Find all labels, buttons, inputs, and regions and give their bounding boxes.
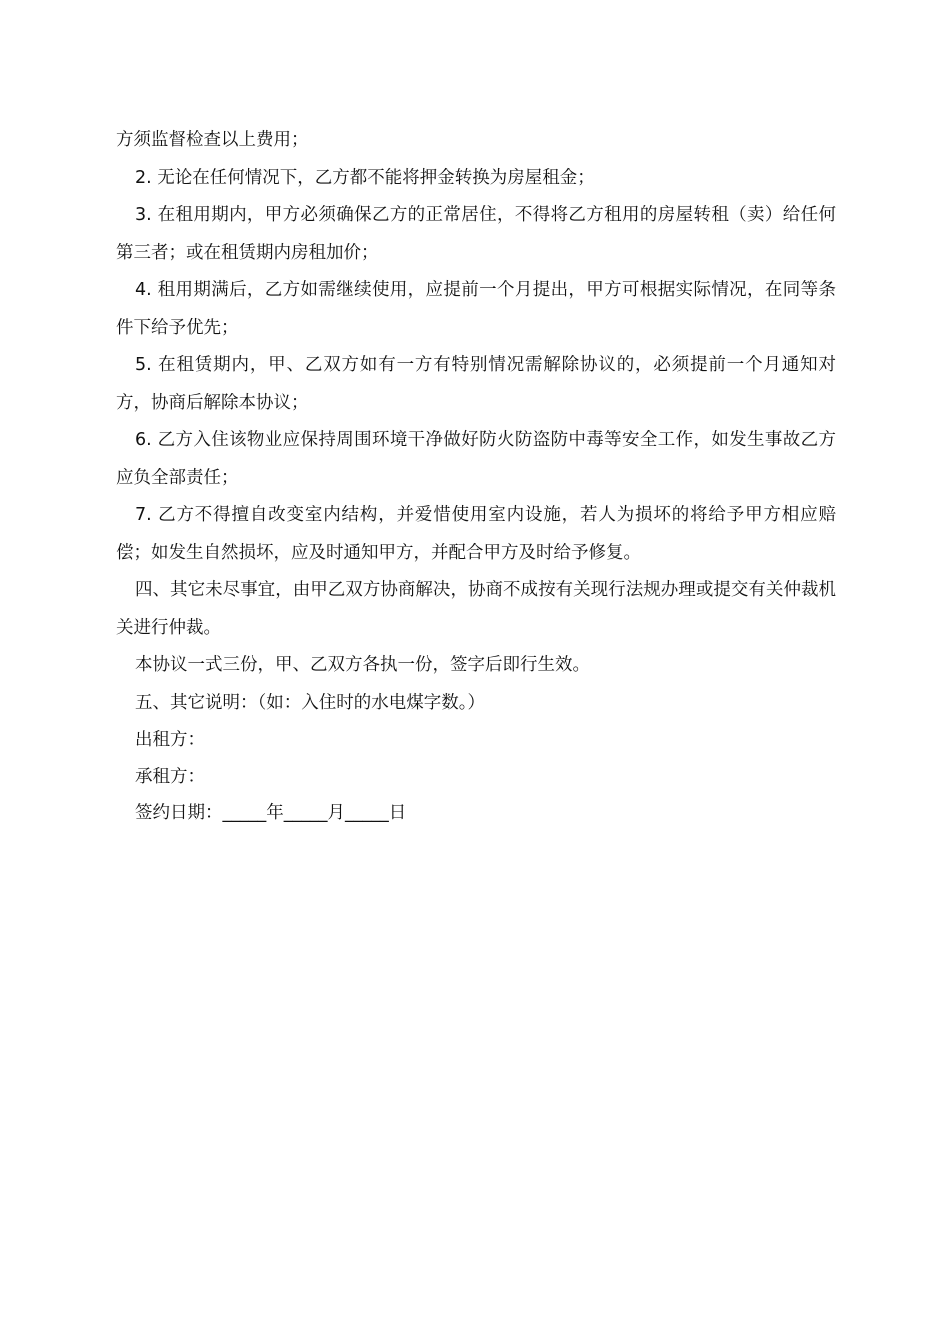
document-body (116, 122, 836, 832)
lessor-signature-line: 出租方： (135, 730, 205, 750)
copies-statement: 本协议一式三份，甲、乙双方各执一份，签字后即行生效。 (135, 655, 590, 675)
clause-4: 4. 租用期满后，乙方如需继续使用，应提前一个月提出，甲方可根据实际情况，在同等条件下给予优先； (116, 280, 836, 338)
clause-3: 3. 在租用期内，甲方必须确保乙方的正常居住，不得将乙方租用的房屋转租（卖）给任何第三者；或在租赁期内房租加价； (116, 205, 836, 263)
clause-6: 6. 乙方入住该物业应保持周围环境干净做好防火防盗防中毒等安全工作，如发生事故乙方应负全部责任； (116, 430, 836, 488)
section-5-notes: 五、其它说明：（如：入住时的水电煤字数。） (135, 692, 485, 713)
clause-5: 5. 在租赁期内，甲、乙双方如有一方有特别情况需解除协议的，必须提前一个月通知对方，协商后解除本协议； (116, 355, 836, 413)
paragraph-continuation: 方须监督检查以上费用； (116, 130, 309, 150)
lessee-signature-line: 承租方： (135, 766, 205, 787)
section-4-other-matters: 四、其它未尽事宜，由甲乙双方协商解决，协商不成按有关现行法规办理或提交有关仲裁机关进行仲裁。 (116, 580, 836, 638)
clause-2: 2. 无论在任何情况下，乙方都不能将押金转换为房屋租金； (135, 167, 595, 188)
clause-7: 7. 乙方不得擅自改变室内结构，并爱惜使用室内设施，若人为损坏的将给予甲方相应赔偿；如发生自然损坏，应及时通知甲方，并配合甲方及时给予修复。 (116, 505, 836, 563)
signing-date-line: 签约日期：_____年_____月_____日 (135, 803, 407, 823)
